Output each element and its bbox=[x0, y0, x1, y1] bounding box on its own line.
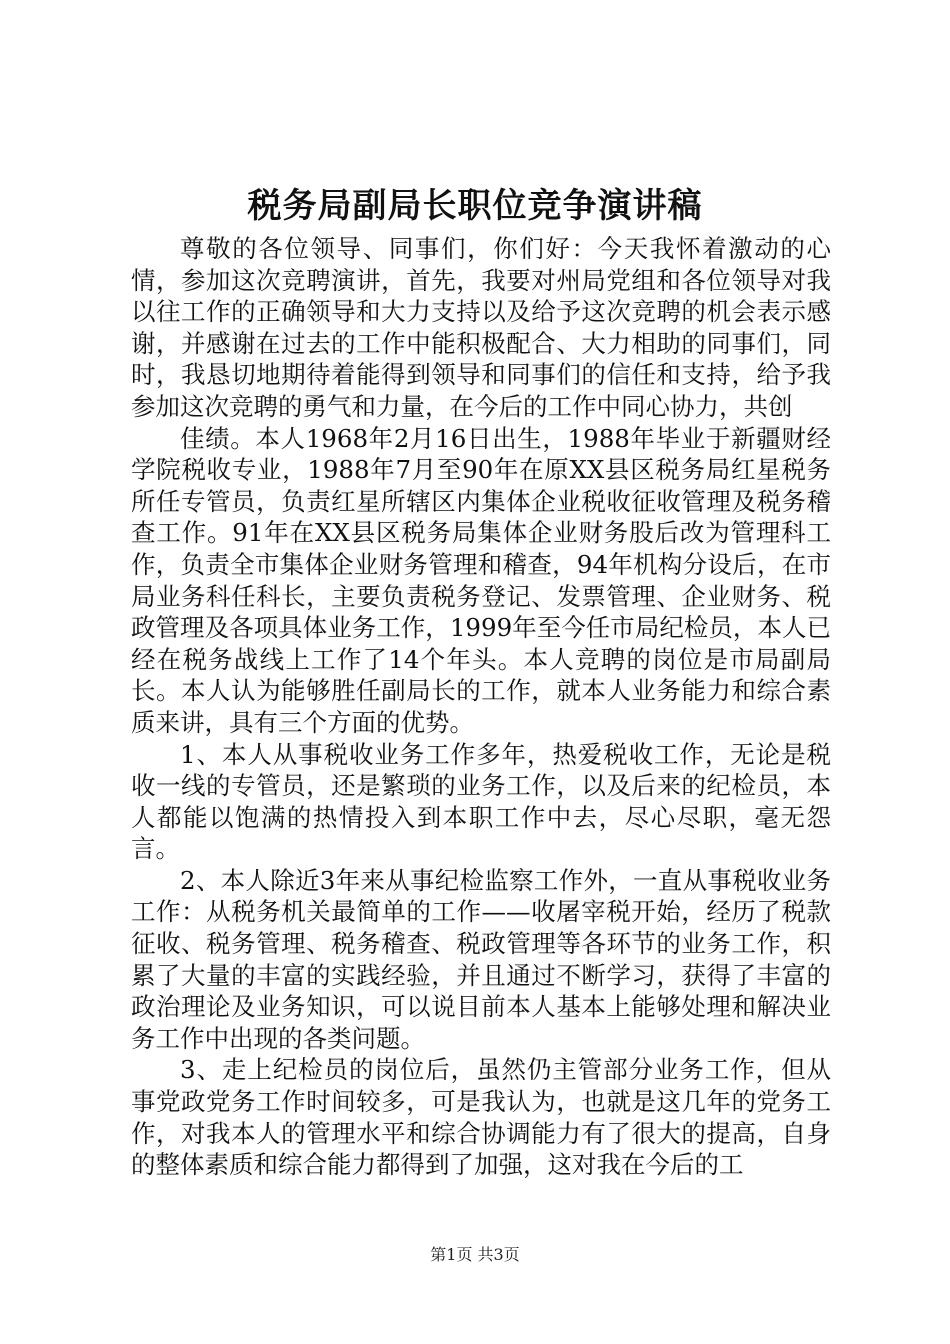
paragraph-advantage-3: 3、走上纪检员的岗位后，虽然仍主管部分业务工作，但从事党政党务工作时间较多，可是我认为，也就是这几年的党务工作，对我本人的管理水平和综合协调能力有了很大的提高，自身的整体素质和综合能力都得到了加强，这对我在今后的工 bbox=[131, 1055, 831, 1180]
document-title: 税务局副局长职位竞争演讲稿 bbox=[247, 186, 703, 226]
paragraph-advantage-2: 2、本人除近3年来从事纪检监察工作外，一直从事税收业务工作：从税务机关最简单的工作——收屠宰税开始，经历了税款征收、税务管理、税务稽查、税政管理等各环节的业务工作，积累了大量的丰富的实践经验，并且通过不断学习，获得了丰富的政治理论及业务知识，可以说目前本人基本上能够处理和解决业务工作中出现的各类问题。 bbox=[131, 865, 831, 1053]
paragraph-advantage-1: 1、本人从事税收业务工作多年，热爱税收工作，无论是税收一线的专管员，还是繁琐的业务工作，以及后来的纪检员，本人都能以饱满的热情投入到本职工作中去，尽心尽职，毫无怨言。 bbox=[131, 739, 831, 864]
paragraph-background: 佳绩。本人1968年2月16日出生，1988年毕业于新疆财经学院税收专业，1988年7月至90年在原XX县区税务局红星税务所任专管员，负责红星所辖区内集体企业税收征收管理及税务稽查工作。91年在XX县区税务局集体企业财务股后改为管理科工作，负责全市集体企业财务管理和稽查，94年机构分设后，在市局业务科任科长，主要负责税务登记、发票管理、企业财务、税政管理及各项具体业务工作，1999年至今任市局纪检员，本人已经在税务战线上工作了14个年头。本人竞聘的岗位是市局副局长。本人认为能够胜任副局长的工作，就本人业务能力和综合素质来讲，具有三个方面的优势。 bbox=[131, 423, 831, 737]
document-body bbox=[131, 233, 831, 1181]
paragraph-greeting: 尊敬的各位领导、同事们，你们好：今天我怀着激动的心情，参加这次竞聘演讲，首先，我要对州局党组和各位领导对我以往工作的正确领导和大力支持以及给予这次竞聘的机会表示感谢，并感谢在过去的工作中能积极配合、大力相助的同事们，同时，我恳切地期待着能得到领导和同事们的信任和支持，给予我参加这次竞聘的勇气和力量，在今后的工作中同心协力，共创 bbox=[131, 234, 831, 421]
page-footer: 第1页 共3页 bbox=[430, 1245, 520, 1264]
